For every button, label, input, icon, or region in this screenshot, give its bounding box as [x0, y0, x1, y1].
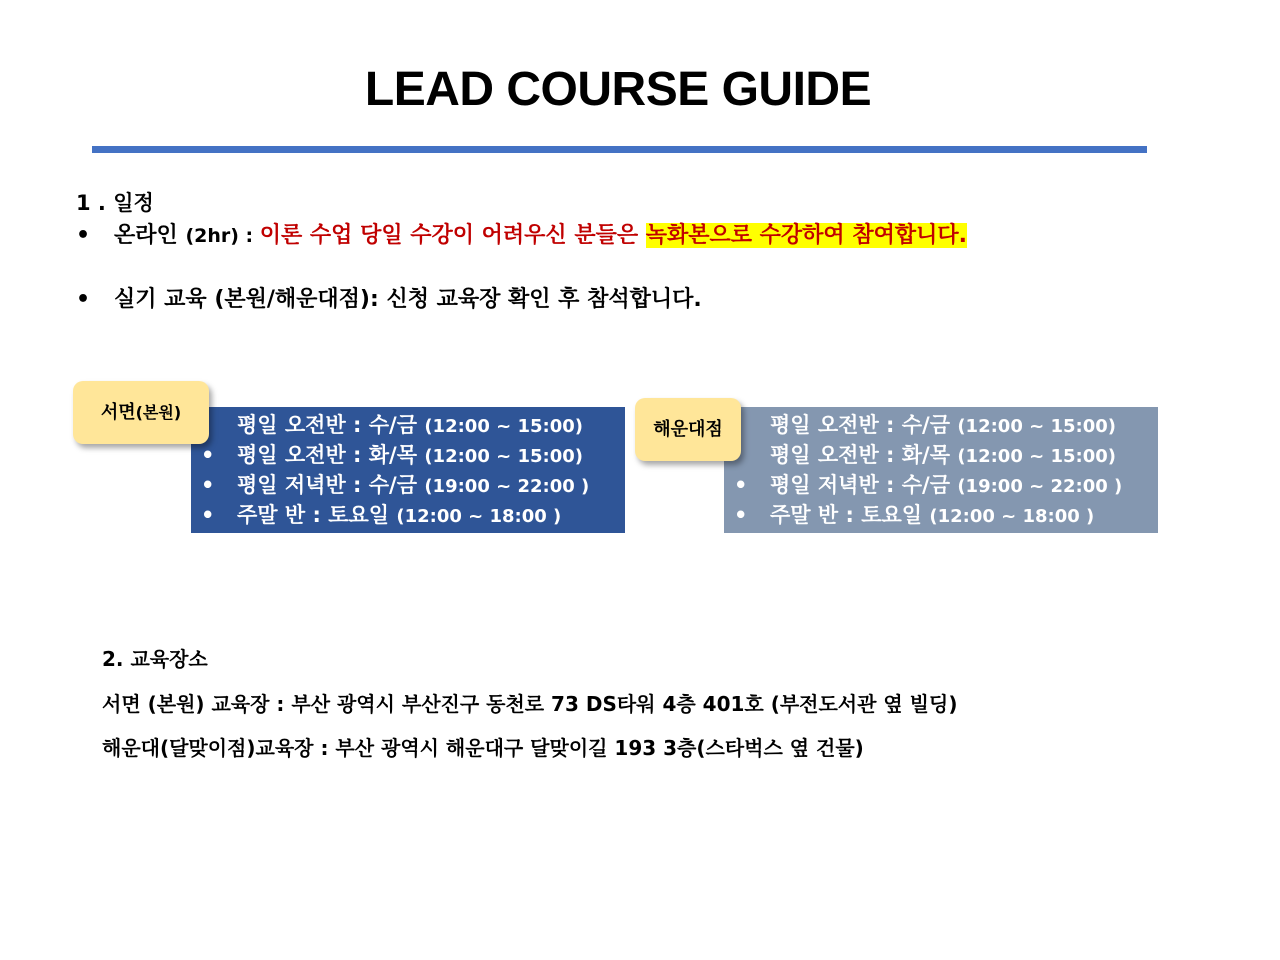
- practical-bullet-line: [76, 284, 702, 316]
- location-heading: 2. 교육장소: [102, 647, 208, 671]
- bullet-glyph: •: [201, 503, 215, 527]
- schedule-name: 주말 반 : 토요일: [770, 503, 930, 527]
- online-notice-text: 이론 수업 당일 수강이 어려우신 분들은: [259, 223, 646, 248]
- branch-tag-name: 해운대점: [653, 419, 723, 440]
- bullet-glyph: •: [201, 443, 215, 467]
- page-title: LEAD COURSE GUIDE: [364, 63, 872, 116]
- schedule-time: (12:00 ~ 15:00): [424, 446, 583, 467]
- bullet-glyph: •: [734, 503, 748, 527]
- schedule-time: (12:00 ~ 18:00 ): [929, 506, 1095, 527]
- schedule-row: [724, 501, 1158, 531]
- main-branch-tag: [73, 381, 209, 444]
- online-label: 온라인: [114, 223, 178, 248]
- location-line-branch: 해운대(달맞이점)교육장 : 부산 광역시 해운대구 달맞이길 193 3층(스타벅스 옆 건물): [102, 736, 864, 760]
- schedule-time: (12:00 ~ 15:00): [957, 446, 1116, 467]
- online-highlight-text: 녹화본으로 수강하여 참여합니다.: [645, 223, 967, 248]
- main-branch-tag-name: 서면: [100, 402, 136, 423]
- schedule-heading: 1 . 일정: [76, 191, 154, 215]
- schedule-name: 평일 저녁반 : 수/금: [770, 473, 958, 497]
- schedule-name: 평일 오전반 : 화/목: [237, 443, 425, 467]
- practical-text: 실기 교육 (본원/해운대점): 신청 교육장 확인 후 참석합니다.: [114, 287, 702, 312]
- schedule-name: 평일 오전반 : 화/목: [770, 443, 958, 467]
- schedule-row: [191, 471, 625, 501]
- main-schedule-box: [191, 407, 625, 533]
- schedule-time: (12:00 ~ 15:00): [957, 416, 1116, 437]
- schedule-row: [724, 441, 1158, 471]
- schedule-name: 평일 저녁반 : 수/금: [237, 473, 425, 497]
- schedule-row: [191, 441, 625, 471]
- schedule-time: (19:00 ~ 22:00 ): [424, 476, 590, 497]
- online-duration: (2hr) :: [185, 225, 260, 247]
- main-branch-tag-paren: (본원): [135, 403, 182, 422]
- bullet-glyph: •: [201, 473, 215, 497]
- title-divider: [92, 146, 1147, 153]
- schedule-row: [724, 411, 1158, 441]
- bullet-glyph: •: [76, 287, 91, 312]
- schedule-time: (12:00 ~ 15:00): [424, 416, 583, 437]
- schedule-row: [191, 501, 625, 531]
- schedule-row: [724, 471, 1158, 501]
- schedule-name: 평일 오전반 : 수/금: [237, 413, 425, 437]
- bullet-glyph: •: [76, 223, 91, 248]
- online-bullet-line: [76, 220, 967, 252]
- bullet-glyph: •: [734, 473, 748, 497]
- schedule-row: [191, 411, 625, 441]
- location-line-main: 서면 (본원) 교육장 : 부산 광역시 부산진구 동천로 73 DS타워 4층 401호 (부전도서관 옆 빌딩): [102, 692, 958, 716]
- branch-schedule-box: [724, 407, 1158, 533]
- schedule-name: 평일 오전반 : 수/금: [770, 413, 958, 437]
- branch-tag: [635, 398, 741, 461]
- schedule-time: (12:00 ~ 18:00 ): [396, 506, 562, 527]
- schedule-time: (19:00 ~ 22:00 ): [957, 476, 1123, 497]
- schedule-name: 주말 반 : 토요일: [237, 503, 397, 527]
